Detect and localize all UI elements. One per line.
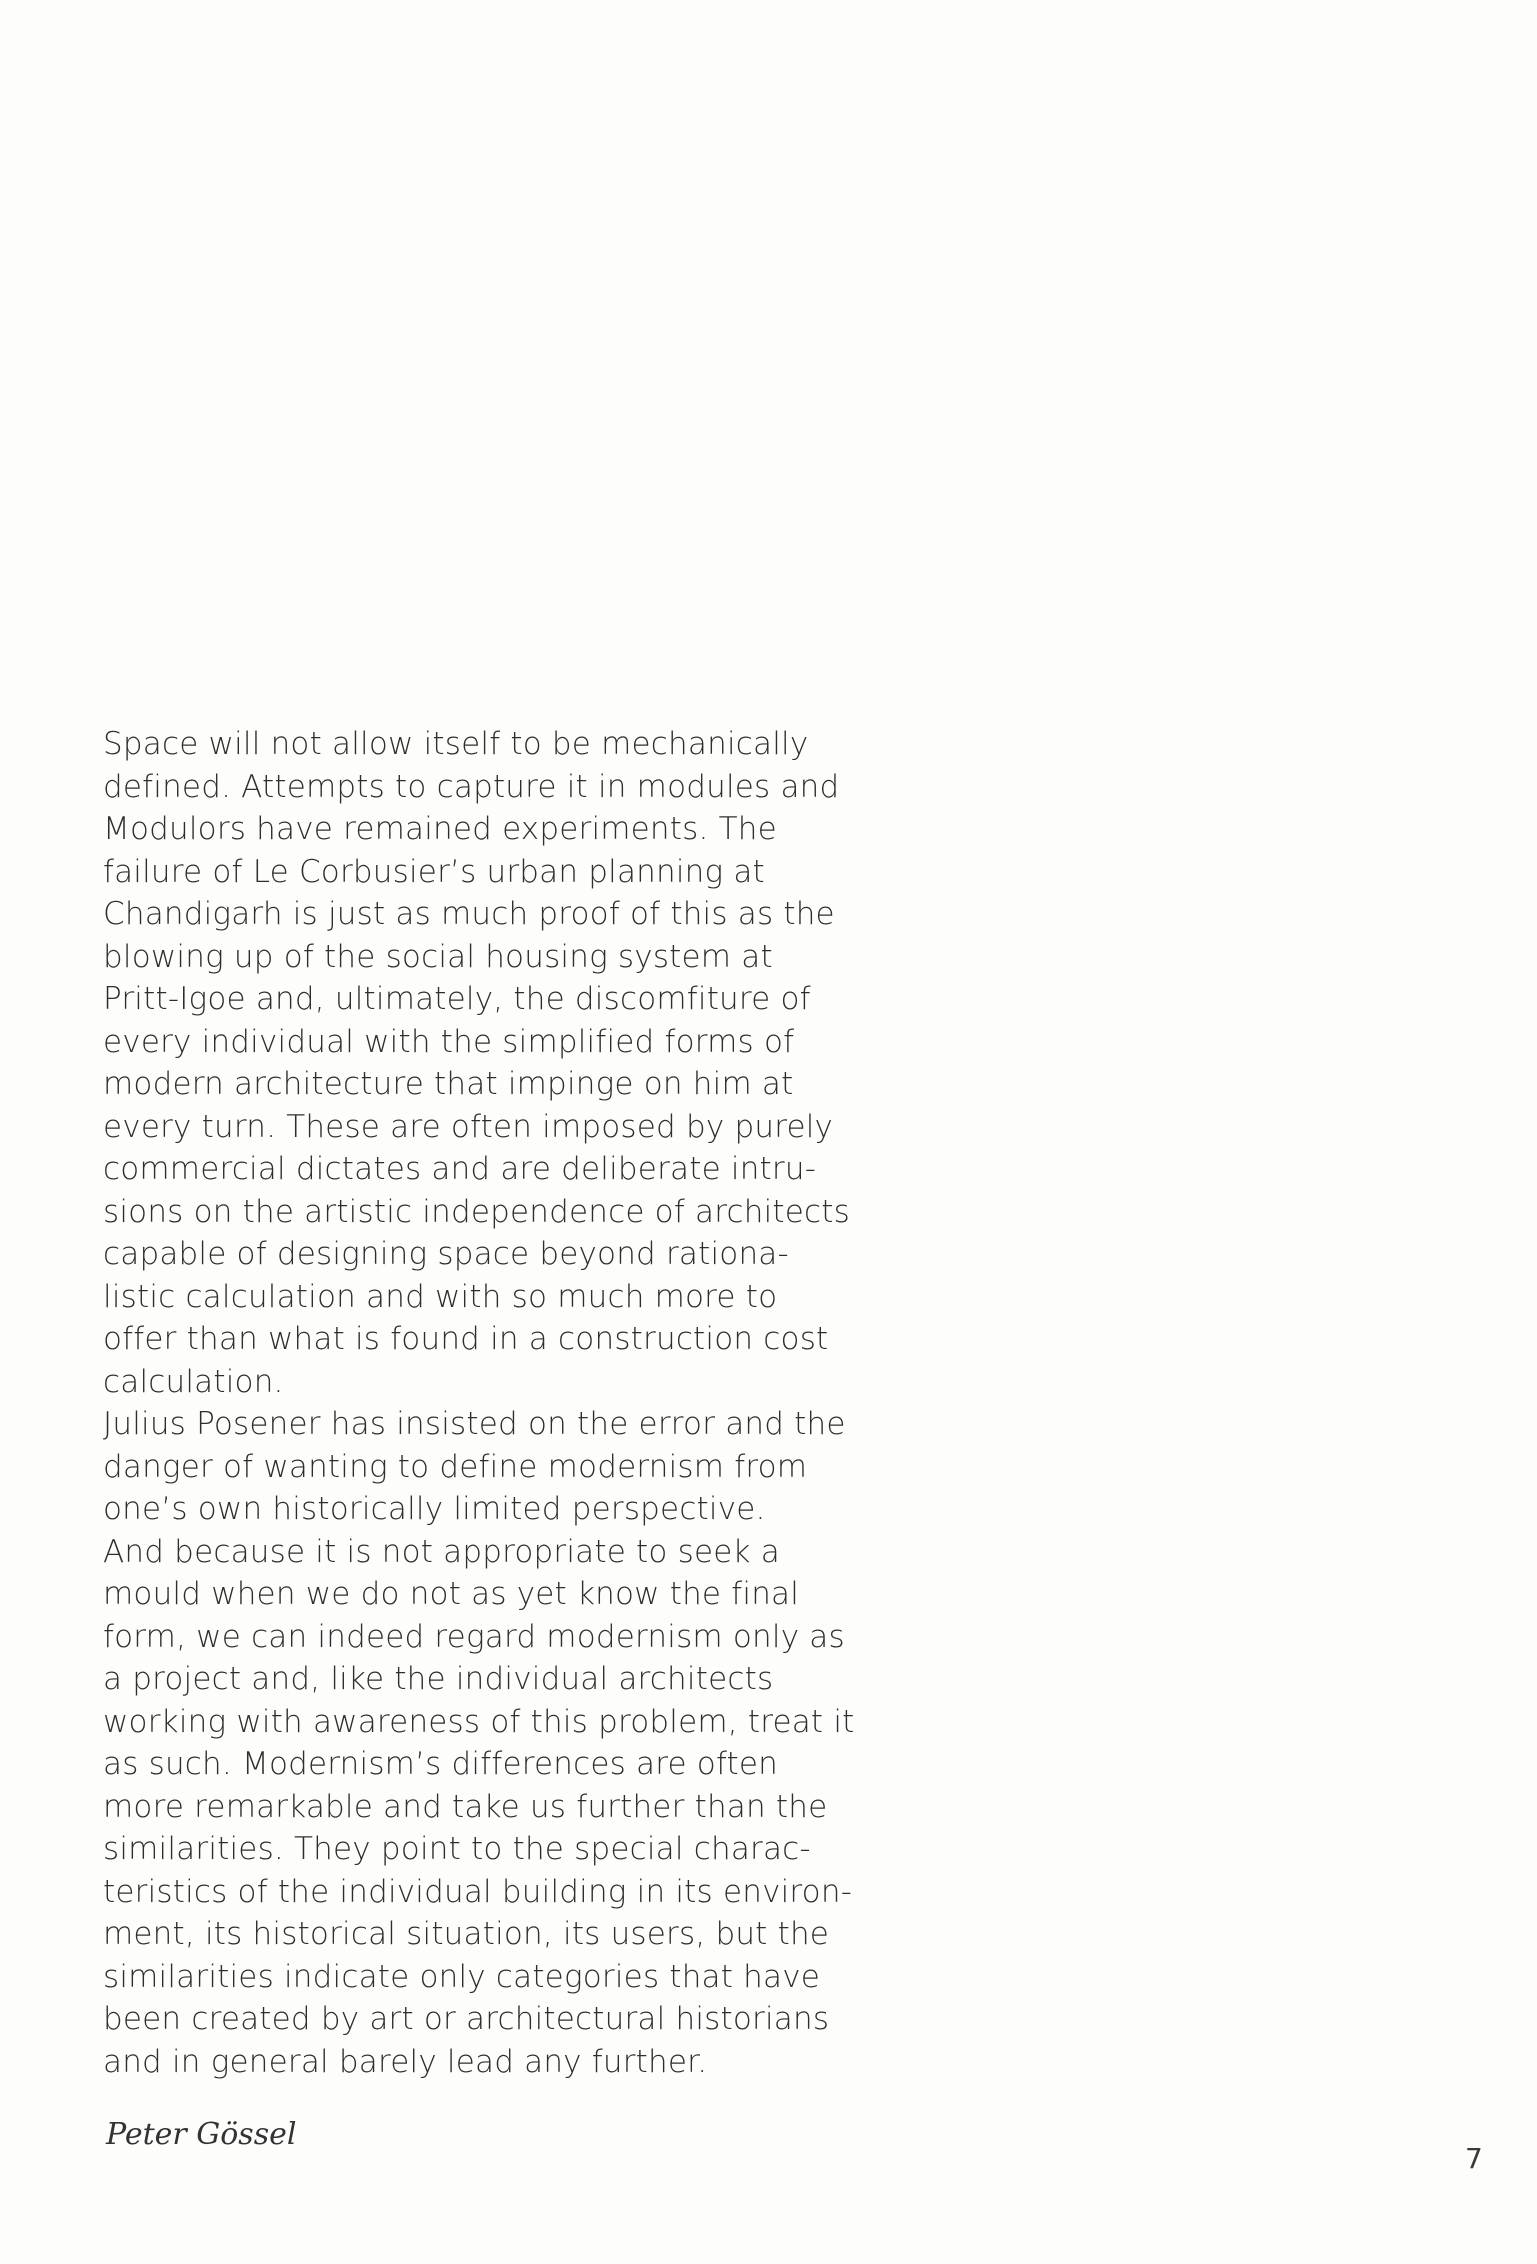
body-line: Chandigarh is just as much proof of this as the (103, 896, 835, 932)
body-line: teristics of the individual building in its environ- (103, 1873, 853, 1910)
body-line: And because it is not appropriate to seek a (103, 1533, 780, 1570)
body-line: been created by art or architectural historians (103, 2001, 830, 2037)
page-number: 7 (1465, 2142, 1483, 2175)
body-line: offer than what is found in a construction cost (103, 1321, 829, 1357)
body-line: as such. Modernism’s differences are often (103, 1746, 779, 1782)
body-line: one’s own historically limited perspective. (103, 1491, 766, 1527)
body-line: similarities. They point to the special charac- (103, 1831, 811, 1867)
body-line: and in general barely lead any further. (103, 2043, 708, 2080)
body-line: Space will not allow itself to be mechanically (103, 726, 809, 762)
body-text (103, 723, 855, 2083)
body-line: listic calculation and with so much more to (103, 1278, 778, 1315)
body-line: form, we can indeed regard modernism only as (103, 1618, 845, 1655)
body-line: working with awareness of this problem, treat it (103, 1703, 855, 1740)
body-line: blowing up of the social housing system at (103, 938, 773, 975)
body-line: modern architecture that impinge on him at (103, 1066, 794, 1102)
body-line: mould when we do not as yet know the final (103, 1576, 800, 1612)
body-line: Modulors have remained experiments. The (103, 811, 777, 847)
author-signature: Peter Gössel (106, 2117, 297, 2152)
body-line: similarities indicate only categories that have (103, 1958, 821, 1995)
body-line: commercial dictates and are deliberate intru- (103, 1151, 817, 1187)
body-line: failure of Le Corbusier’s urban planning at (103, 853, 765, 890)
body-line: danger of wanting to define modernism from (103, 1448, 808, 1485)
body-line: more remarkable and take us further than the (103, 1788, 828, 1825)
body-line: ment, its historical situation, its users, but the (103, 1916, 830, 1952)
body-line: sions on the artistic independence of architects (103, 1193, 850, 1230)
body-line: calculation. (103, 1363, 284, 1400)
body-line: every individual with the simplified forms of (103, 1023, 795, 1060)
body-line: Pritt-Igoe and, ultimately, the discomfiture of (103, 981, 811, 1017)
body-line: capable of designing space beyond rationa- (103, 1236, 789, 1272)
body-line: every turn. These are often imposed by purely (103, 1108, 834, 1145)
body-line: defined. Attempts to capture it in modules and (103, 768, 840, 805)
body-line: a project and, like the individual architects (103, 1661, 774, 1697)
body-line: Julius Posener has insisted on the error and the (103, 1406, 846, 1442)
